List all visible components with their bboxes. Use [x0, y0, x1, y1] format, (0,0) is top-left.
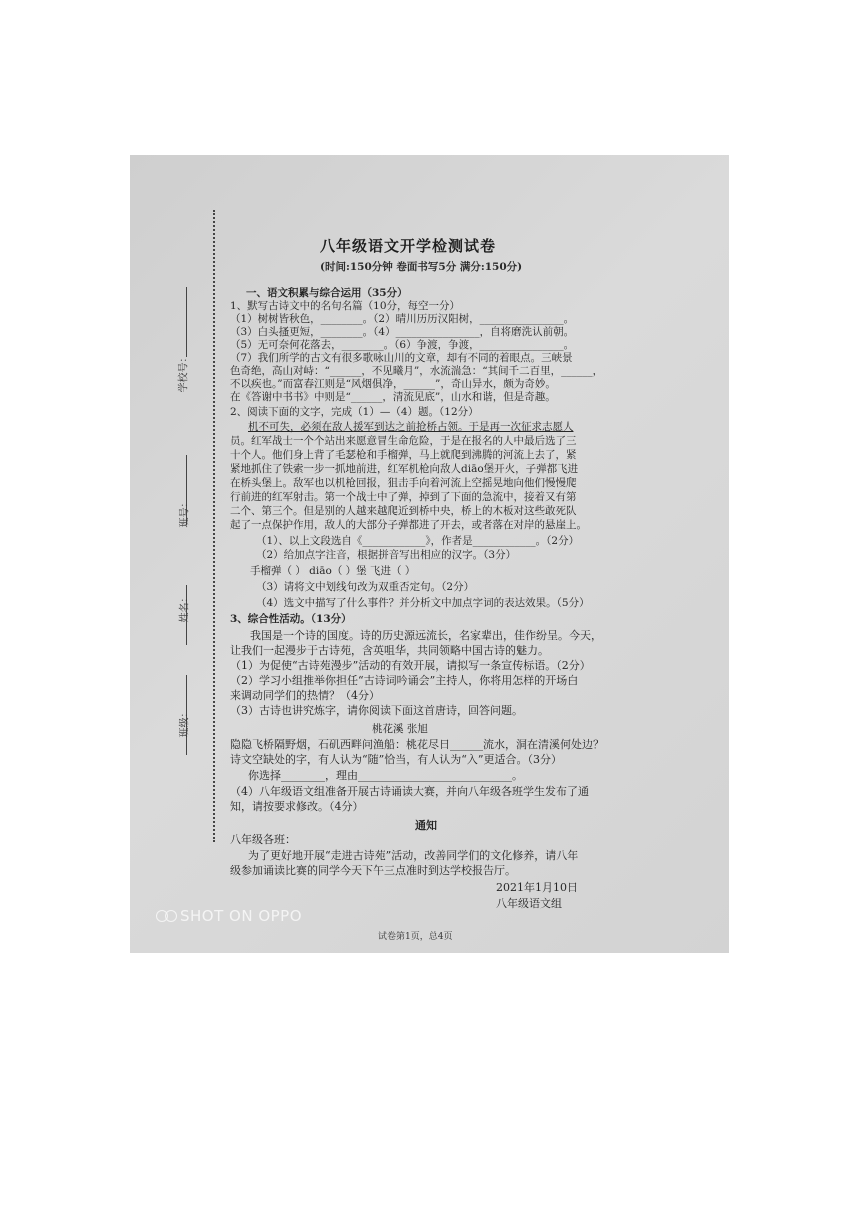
passage-line: 二个、第三个。但是别的人越来越爬近到桥中央，桥上的木板对这些敢死队 [230, 505, 577, 517]
activity-line: （2）学习小组推举你担任“古诗词吟诵会”主持人，你将用怎样的开场白 [230, 674, 579, 687]
activity-line: （4）八年级语文组准备开展古诗诵读大赛，并向八年级各班学生发布了通 [230, 785, 589, 798]
question-line: （7）我们所学的古文有很多歌咏山川的文章，却有不同的着眼点。三峡景 [230, 352, 573, 364]
question-line: （1）、以上文段选自《____________》，作者是____________。（2分） [256, 535, 580, 547]
passage-line: 行前进的红军射击。第一个战士中了弹，掉到了下面的急流中，接着又有第 [230, 491, 577, 503]
binding-dotted-line [213, 210, 215, 842]
side-label-number: 班号： [179, 497, 191, 528]
question-line: 在《答谢中书书》中则是“______，清流见底”，山水和谐，但是奇趣。 [230, 391, 556, 403]
side-rule [186, 287, 187, 357]
passage-line: 紧地抓住了铁索一步一抓地前进，红军机枪向敌人diāo堡开火，子弹都飞进 [230, 463, 579, 475]
notice-line: 级参加诵读比赛的同学今天下午三点准时到达学校报告厅。 [230, 864, 516, 877]
page-footer: 试卷第1页，总4页 [378, 932, 453, 942]
poem-line: 隐隐飞桥隔野烟，石矶西畔问渔船：桃花尽日______流水，洞在清溪何处边？ [230, 738, 604, 751]
section-heading: 一、语文积累与综合运用（35分） [246, 287, 408, 299]
poem-title: 桃花溪 张旭 [372, 723, 428, 735]
passage-line: 十个人。他们身上背了毛瑟枪和手榴弹，马上就爬到沸腾的河流上去了，紧 [230, 449, 577, 461]
question-line: 2、阅读下面的文字，完成（1）—（4）题。（12分） [230, 406, 479, 418]
side-label-name: 姓名： [179, 592, 191, 623]
photo [130, 155, 729, 953]
activity-line: 知，请按要求修改。（4分） [230, 800, 364, 813]
notice-line: 八年级各班： [230, 833, 296, 846]
watermark-text: SHOT ON OPPO [180, 907, 303, 925]
passage-line: 起了一点保护作用，敌人的大部分子弹都进了开去，或者落在对岸的悬崖上。 [230, 519, 587, 531]
exam-title: 八年级语文开学检测试卷 [320, 237, 497, 255]
activity-line: 我国是一个诗的国度。诗的历史源远流长，名家辈出，佳作纷呈。今天， [250, 629, 602, 642]
activity-line: 来调动同学们的热情？（4分） [230, 689, 380, 702]
passage-line: 员。红军战士一个个站出来愿意冒生命危险，于是在报名的人中最后选了三 [230, 435, 577, 447]
activity-line: （1）为促使“古诗苑漫步”活动的有效开展，请拟写一条宣传标语。（2分） [230, 659, 591, 672]
question-line: 色奇绝，高山对峙：“______，不见曦月”，水流湍急：“其间千二百里，______， [230, 365, 604, 377]
question-line: （4）选文中描写了什么事件？并分析文中加点字词的表达效果。（5分） [256, 597, 590, 609]
section-heading: 3、综合性活动。（13分） [230, 613, 352, 625]
notice-title: 通知 [415, 819, 437, 832]
question-line: 手榴弹（ ） diāo（ ）堡 飞进（ ） [250, 565, 416, 577]
notice-date: 2021年1月10日 [496, 881, 578, 894]
camera-watermark [156, 907, 302, 925]
passage-line: 机不可失，必须在敌人援军到达之前抢桥占领。于是再一次征求志愿人 [248, 421, 574, 433]
question-line: （5）无可奈何花落去，________。（6）争渡，争渡，________________。 [230, 339, 575, 351]
exam-sheet [130, 155, 729, 953]
question-line: （3）白头搔更短，________。（4）________________，自将磨洗认前朝。 [230, 326, 575, 338]
activity-line: （3）古诗也讲究炼字，请你阅读下面这首唐诗，回答问题。 [230, 704, 523, 717]
notice-signature: 八年级语文组 [496, 897, 562, 910]
side-label-school: 学校号： [178, 352, 190, 393]
passage-line: 在桥头堡上。敌军也以机枪回报，狙击手向着河流上空摇晃地向他们慢慢爬 [230, 477, 577, 489]
exam-subtitle: (时间:150分钟 卷面书写5分 满分:150分) [320, 261, 523, 273]
activity-line: 你选择________，理由____________________________。 [248, 769, 523, 782]
question-line: 不以疾也。”而富春江则是“风烟俱净，______”，奇山异水，颇为奇妙。 [230, 378, 556, 390]
oppo-logo-icon [156, 910, 174, 922]
question-line: （2）给加点字注音，根据拼音写出相应的汉字。（3分） [256, 549, 517, 561]
question-line: 1、默写古诗文中的名句名篇（10分，每空一分） [230, 300, 461, 312]
question-line: （1）树树皆秋色，________。（2）晴川历历汉阳树，________________。 [230, 313, 575, 325]
activity-line: 诗文空缺处的字，有人认为“随”恰当，有人认为“入”更适合。（3分） [230, 753, 562, 766]
notice-line: 为了更好地开展“走进古诗苑”活动，改善同学们的文化修养，请八年 [248, 849, 579, 862]
question-line: （3）请将文中划线句改为双重否定句。（2分） [256, 581, 475, 593]
activity-line: 让我们一起漫步于古诗苑，含英咀华，共同领略中国古诗的魅力。 [230, 644, 549, 657]
side-label-class: 班级： [179, 707, 191, 738]
